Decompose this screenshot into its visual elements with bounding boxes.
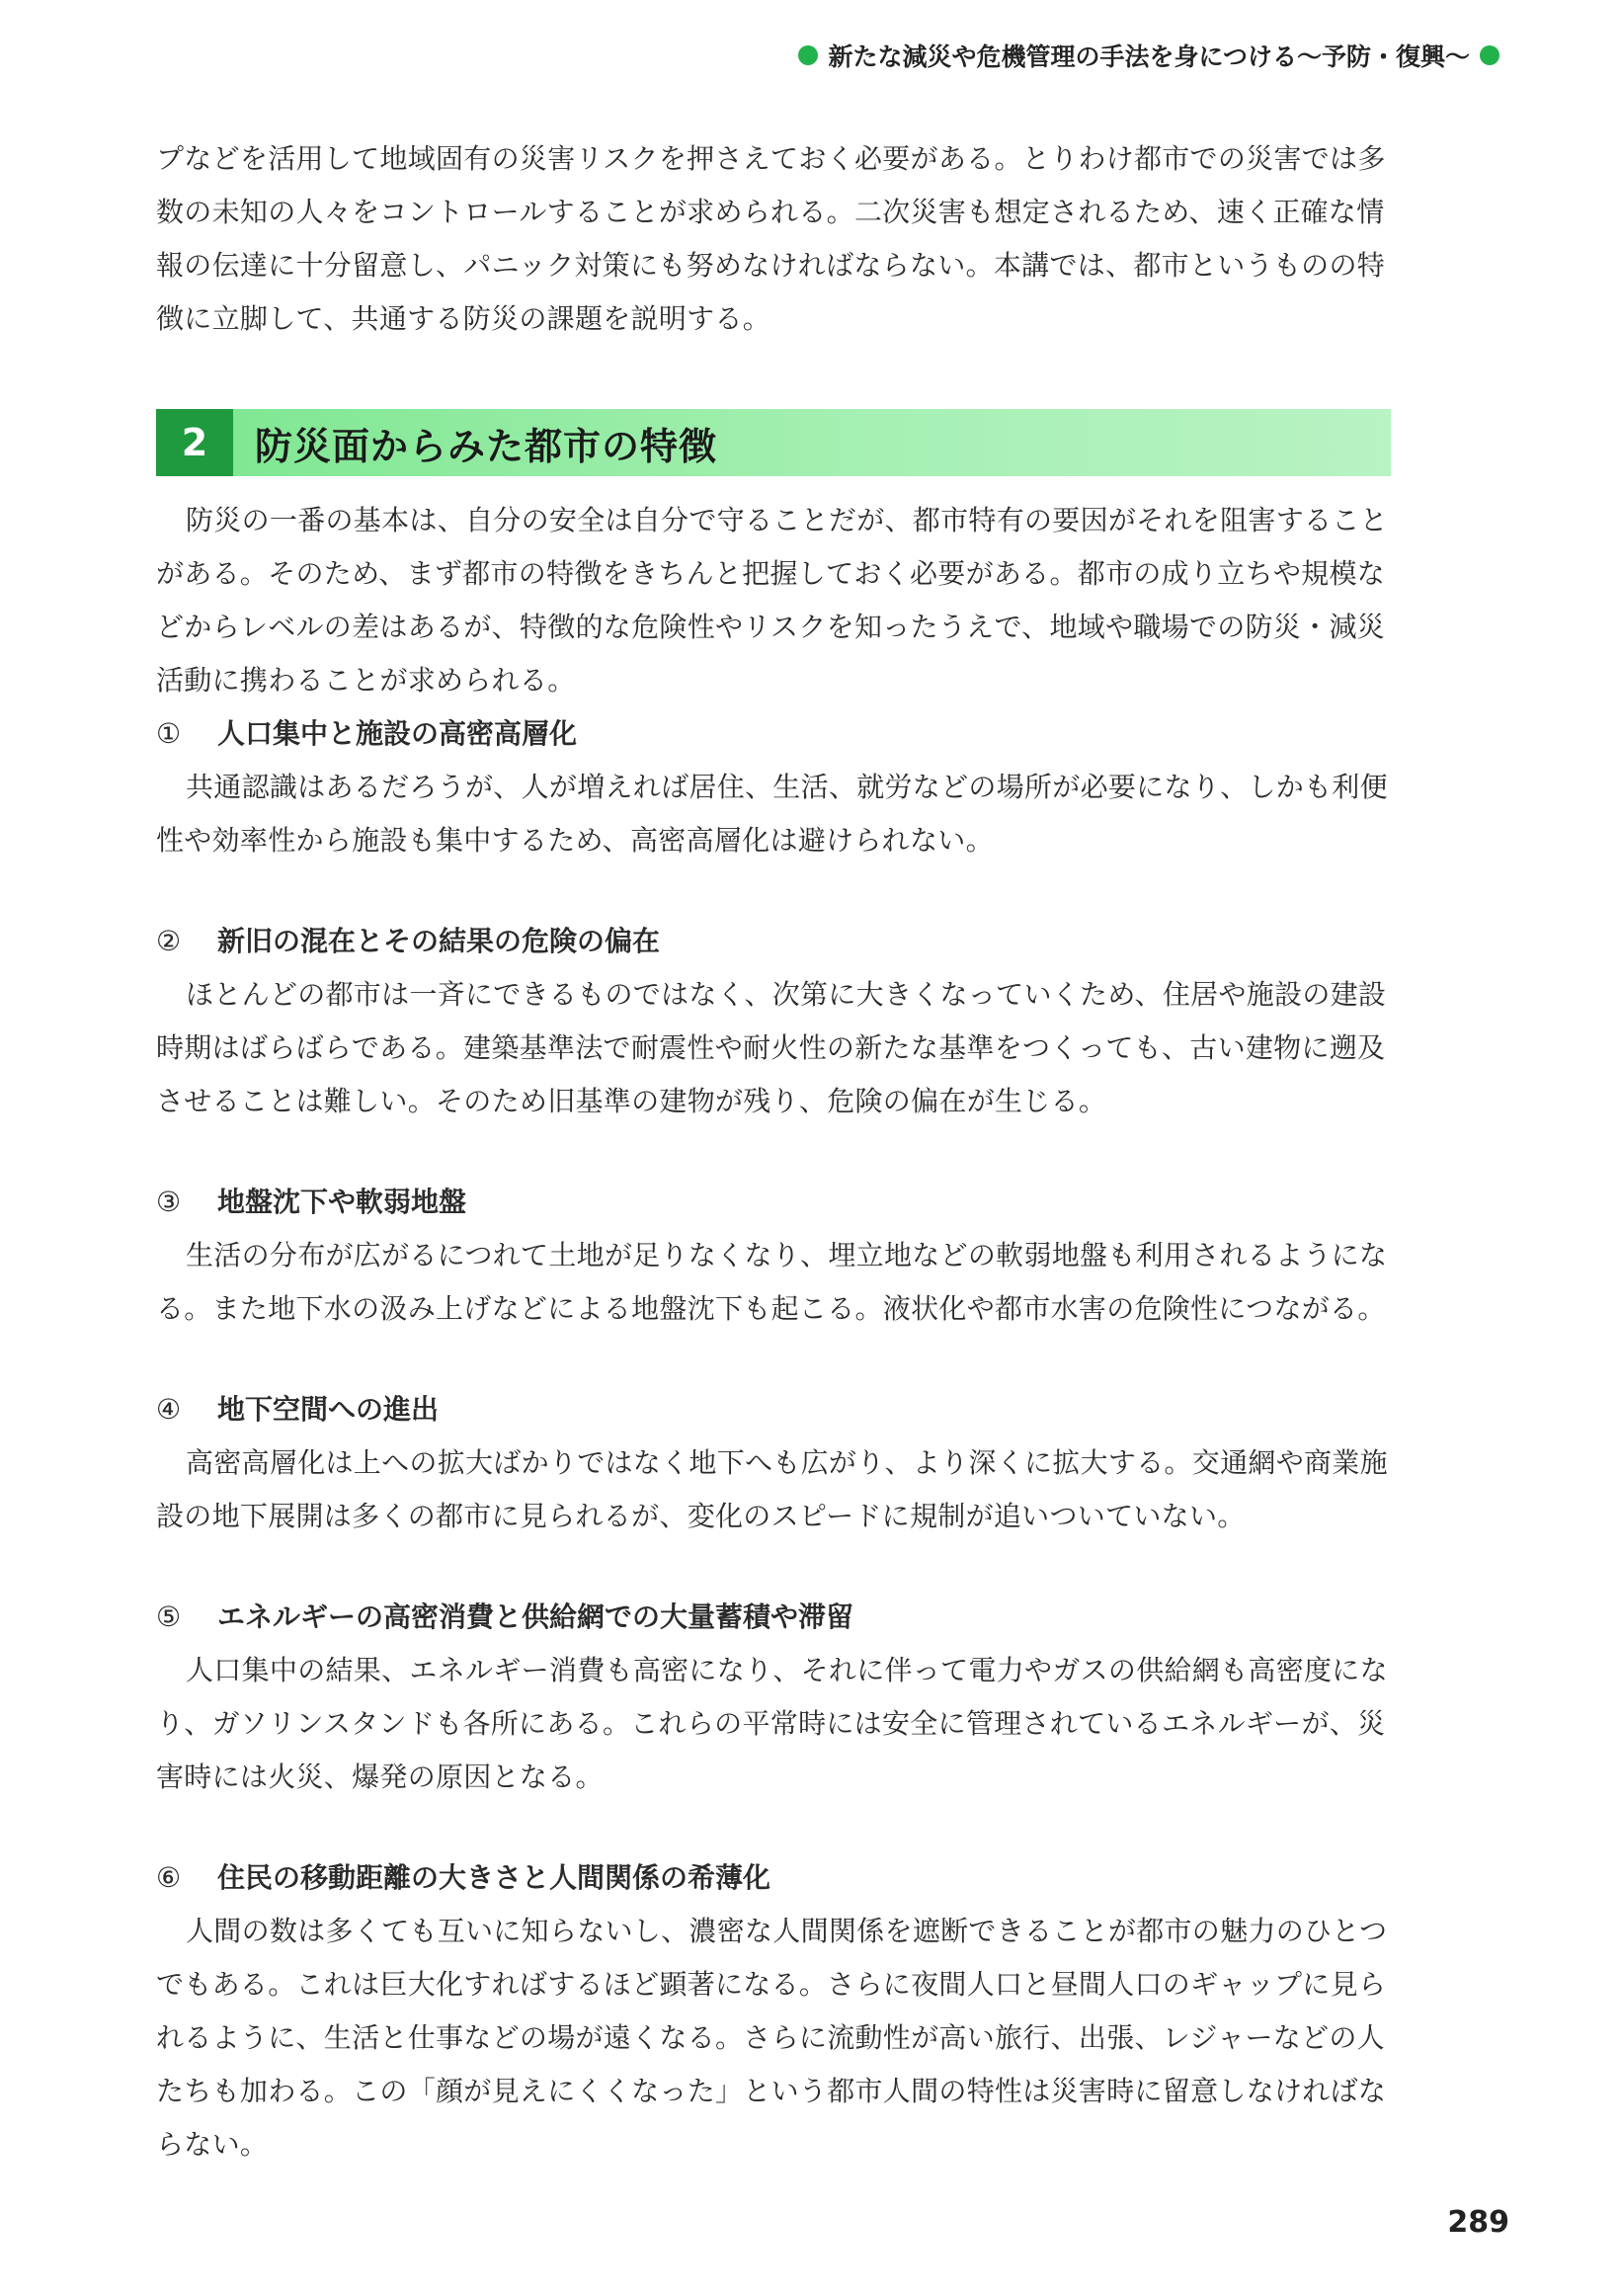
subsection-title: 新旧の混在とその結果の危険の偏在 [217, 925, 661, 957]
subsection-body: 人間の数は多くても互いに知らないし、濃密な人間関係を遮断できることが都市の魅力のひとつでもある。これは巨大化すればするほど顕著になる。さらに夜間人口と昼間人口のギャップに見られるように、生活と仕事などの場が遠くなる。さらに流動性が高い旅行、出張、レジャーなどの人たちも加わる。この「顔が見えにくくなった」という都市人間の特性は災害時に留意しなければならない。 [156, 1915, 1388, 2161]
subsection-6 [156, 1851, 1401, 2172]
subsection-2 [156, 915, 1401, 1128]
subsection-number: ⑤ [156, 1600, 182, 1633]
bullet-dot-icon [798, 45, 818, 65]
running-header [798, 38, 1499, 73]
subsection-body: 人口集中の結果、エネルギー消費も高密になり、それに伴って電力やガスの供給網も高密度になり、ガソリンスタンドも各所にある。これらの平常時には安全に管理されているエネルギーが、災害時には火災、爆発の原因となる。 [156, 1654, 1388, 1793]
section-heading [156, 409, 1391, 476]
subsection-heading [156, 1591, 1401, 1644]
section-title: 防災面からみた都市の特徴 [255, 424, 718, 468]
subsection-number: ⑥ [156, 1861, 182, 1894]
subsection-title: 住民の移動距離の大きさと人間関係の希薄化 [217, 1861, 771, 1894]
subsection-heading [156, 915, 1401, 968]
subsection-number: ① [156, 717, 182, 750]
intro-paragraph: プなどを活用して地域固有の災害リスクを押さえておく必要がある。とりわけ都市での災害では多数の未知の人々をコントロールすることが求められる。二次災害も想定されるため、速く正確な情報の伝達に十分留意し、パニック対策にも努めなければならない。本講では、都市というものの特徴に立脚して、共通する防災の課題を説明する。 [156, 142, 1386, 335]
subsection-body: 高密高層化は上への拡大ばかりではなく地下へも広がり、より深くに拡大する。交通網や商業施設の地下展開は多くの都市に見られるが、変化のスピードに規制が追いついていない。 [156, 1446, 1388, 1532]
section-lead-paragraph: 防災の一番の基本は、自分の安全は自分で守ることだが、都市特有の要因がそれを阻害することがある。そのため、まず都市の特徴をきちんと把握しておく必要がある。都市の成り立ちや規模などからレベルの差はあるが、特徴的な危険性やリスクを知ったうえで、地域や職場での防災・減災活動に携わることが求められる。 [156, 504, 1388, 697]
subsection-5 [156, 1591, 1401, 1804]
subsection-body: 生活の分布が広がるにつれて土地が足りなくなり、埋立地などの軟弱地盤も利用されるようになる。また地下水の汲み上げなどによる地盤沈下も起こる。液状化や都市水害の危険性につながる。 [156, 1239, 1388, 1325]
section-number: 2 [156, 409, 233, 476]
subsection-body: 共通認識はあるだろうが、人が増えれば居住、生活、就労などの場所が必要になり、しかも利便性や効率性から施設も集中するため、高密高層化は避けられない。 [156, 771, 1388, 857]
page-number: 289 [1447, 2205, 1509, 2240]
subsection-body: ほとんどの都市は一斉にできるものではなく、次第に大きくなっていくため、住居や施設の建設時期はばらばらである。建築基準法で耐震性や耐火性の新たな基準をつくっても、古い建物に遡及させることは難しい。そのため旧基準の建物が残り、危険の偏在が生じる。 [156, 978, 1387, 1117]
subsection-3 [156, 1176, 1401, 1336]
subsection-title: 人口集中と施設の高密高層化 [217, 717, 578, 750]
subsection-title: 地盤沈下や軟弱地盤 [217, 1186, 467, 1218]
subsection-number: ③ [156, 1186, 182, 1218]
bullet-dot-icon [1480, 45, 1499, 65]
subsection-1 [156, 707, 1401, 867]
subsection-title: 地下空間への進出 [217, 1393, 440, 1426]
subsection-number: ② [156, 925, 182, 957]
subsection-4 [156, 1383, 1401, 1543]
subsection-heading [156, 1383, 1401, 1436]
subsection-heading [156, 707, 1401, 761]
subsection-heading [156, 1851, 1401, 1905]
running-header-title: 新たな減災や危機管理の手法を身につける～予防・復興～ [828, 42, 1470, 71]
subsection-number: ④ [156, 1393, 182, 1426]
subsection-title: エネルギーの高密消費と供給網での大量蓄積や滞留 [217, 1600, 854, 1633]
subsection-heading [156, 1176, 1401, 1229]
